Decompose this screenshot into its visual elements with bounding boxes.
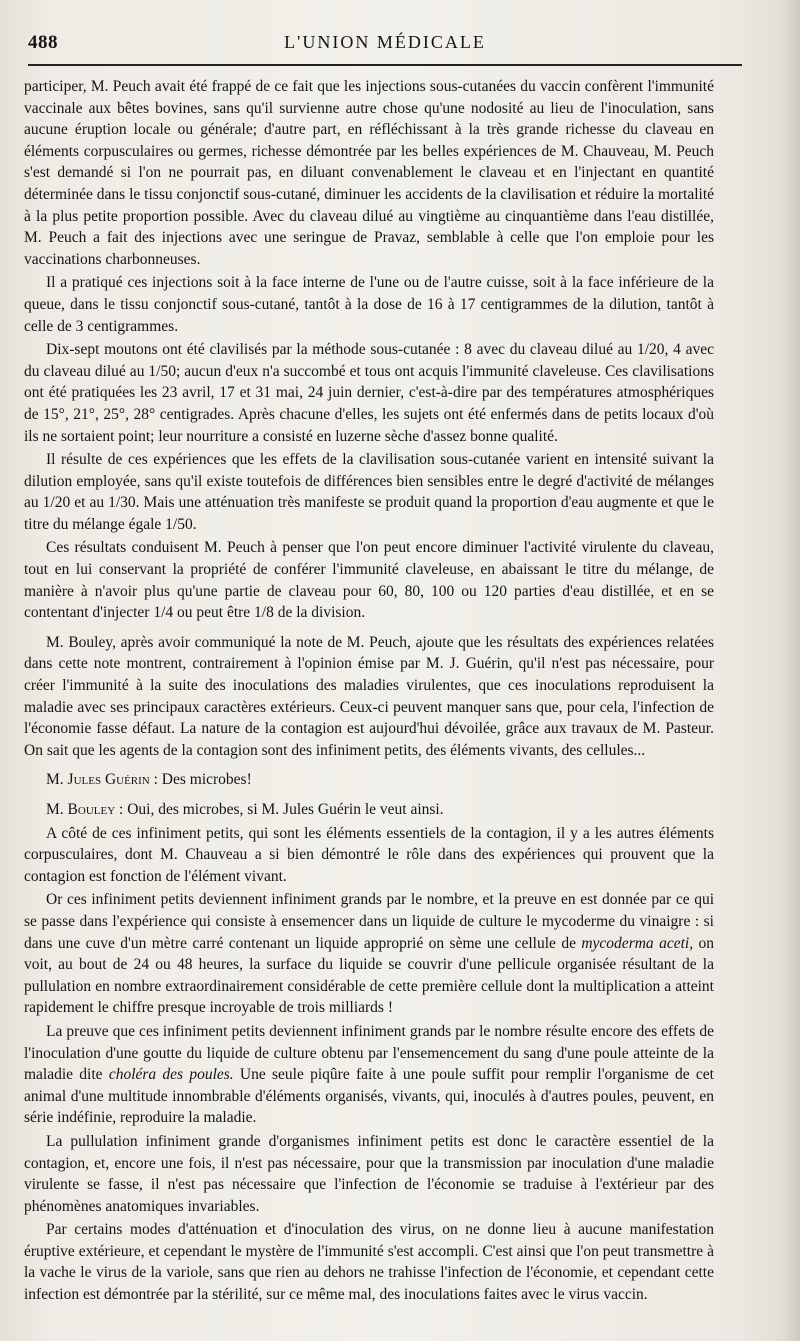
paragraph-1: participer, M. Peuch avait été frappé de ce fait que les injections sous-cutanées du vaccin confèrent l'immunité vaccinale aux bêtes bovines, sans qu'il survienne autre chose qu'une nodosité au lieu de l'inoculation, sans aucune éruption locale ou générale; d'autre part, en réfléchissant à la très grande richesse du claveau en éléments corpusculaires ou germes, richesse démontrée par les belles expériences de M. Chauveau, M. Peuch s'est demandé si l'on ne pourrait pas, en diluant convenablement le claveau et en l'injectant en quantité déterminée dans le tissu conjonctif sous-cutané, diminuer les accidents de la clavilisation et réduire la mortalité à la plus petite proportion possible. Avec du claveau dilué au vingtième au cinquantième dans l'eau distillée, M. Peuch a fait des injections avec une seringue de Pravaz, semblable à celle que l'on emploie pour les vaccinations charbonneuses. xyxy=(24,78,714,268)
italic-term: choléra des poules. xyxy=(108,1066,234,1084)
paragraph-11 xyxy=(24,1021,714,1129)
page-header xyxy=(28,28,742,66)
paragraph-5: Ces résultats conduisent M. Peuch à penser que l'on peut encore diminuer l'activité virulente du claveau, tout en lui conservant la propriété de conférer l'immunité claveleuse, en abaissant le titre du mélange, de manière à n'avoir plus qu'une partie de claveau pour 60, 80, 100 ou 120 parties d'eau distillée, et en se contentant d'injecter 1/4 ou peut être 1/8 de la division. xyxy=(24,539,714,622)
paragraph-text: La preuve que ces infiniment petits deviennent infiniment grands par le nombre résulte encore des effets de l'inoculation d'une goutte du liquide de culture obtenu par l'ensemencement du sang d'une poule atteinte de la maladie dite xyxy=(24,1022,714,1084)
article-body xyxy=(24,76,714,1308)
paragraph-10 xyxy=(24,889,714,1019)
speaker-name: M. Bouley : xyxy=(46,801,124,818)
speech-text: Des microbes! xyxy=(161,771,252,789)
speaker-name: M. Jules Guérin : xyxy=(46,771,158,789)
page-number: 488 xyxy=(28,32,58,53)
speech-text: Oui, des microbes, si M. Jules Guérin le veut ainsi. xyxy=(127,801,444,818)
paragraph-7 xyxy=(24,769,714,791)
paragraph-12: La pullulation infiniment grande d'organismes infiniment petits est donc le caractère essentiel de la contagion, et, encore une fois, il n'est pas nécessaire, pour que la transmission par inoculation d'une maladie virulente se fasse, il n'est pas nécessaire que l'infection de l'économie se traduise à l'extérieur par des phénomènes anatomiques invariables. xyxy=(24,1132,714,1215)
paragraph-2: Il a pratiqué ces injections soit à la face interne de l'une ou de l'autre cuisse, soit à la face inférieure de la queue, dans le tissu conjonctif sous-cutané, tantôt à la dose de 16 à 17 centigrammes de la dilution, tantôt à celle de 3 centigrammes. xyxy=(24,274,714,335)
paragraph-text: on voit, au bout de 24 ou 48 heures, la surface du liquide se couvrir d'une pellicule organisée résultant de la pullulation en nombre extraordinairement considérable de cette première cellule dont la multiplication a atteint rapidement le chiffre presque incroyable de trois milliards ! xyxy=(24,934,714,1017)
running-head: L'UNION MÉDICALE xyxy=(284,32,486,52)
page-edge-shadow xyxy=(782,0,800,1341)
paragraph-3: Dix-sept moutons ont été clavilisés par la méthode sous-cutanée : 8 avec du claveau dilué au 1/20, 4 avec du claveau dilué au 1/50; aucun d'eux n'a succombé et tous ont acquis l'immunité claveleuse. Ces clavilisations ont été pratiquées les 23 avril, 17 et 31 mai, 24 juin dernier, c'est-à-dire par des températures atmosphériques de 15°, 21°, 25°, 28° centigrades. Après chacune d'elles, les sujets ont été enfermés dans de petits locaux d'où ils ne sortaient point; leur nourriture a consisté en luzerne sèche d'assez bonne qualité. xyxy=(24,341,714,445)
paragraph-8 xyxy=(24,799,714,821)
paragraph-6: M. Bouley, après avoir communiqué la note de M. Peuch, ajoute que les résultats des expériences relatées dans cette note montrent, contrairement à l'opinion émise par M. J. Guérin, qu'il n'est pas nécessaire, pour créer l'immunité à la suite des inoculations des maladies virulentes, que ces inoculations reproduisent la maladie avec ses principaux caractères extérieurs. Ceux-ci peuvent manquer sans que, pour cela, l'infection de l'économie fasse défaut. La nature de la contagion est aujourd'hui dévoilée, grâce aux travaux de M. Pasteur. On sait que les agents de la contagion sont des infiniment petits, des éléments vivants, des cellules... xyxy=(24,633,714,759)
paragraph-text: Une seule piqûre faite à une poule suffit pour remplir l'organisme de cet animal d'une multitude innombrable d'éléments organisés, vivants, qui, inoculés à d'autres poules, peuvent, en série indéfinie, reproduire la maladie. xyxy=(24,1066,714,1127)
paragraph-9: A côté de ces infiniment petits, qui sont les éléments essentiels de la contagion, il y a les autres éléments corpusculaires, dont M. Chauveau a si bien démontré le rôle dans des expériences qui prouvent que la contagion est fonction de l'élément vivant. xyxy=(24,824,714,885)
italic-term: mycoderma aceti, xyxy=(581,934,694,952)
paragraph-text: Or ces infiniment petits deviennent infiniment grands par le nombre, et la preuve en est donnée par ce qui se passe dans l'expérience qui consiste à ensemencer dans un liquide de culture le mycoderme du vinaigre : si dans une cuve d'un mètre carré contenant un liquide approprié on sème une cellule de xyxy=(24,891,714,952)
paragraph-4: Il résulte de ces expériences que les effets de la clavilisation sous-cutanée varient en intensité suivant la dilution employée, sans qu'il existe toutefois de différences bien sensibles entre le degré d'activité de mélanges au 1/20 et au 1/30. Mais une atténuation très manifeste se produit quand la proportion d'eau augmente et que le titre du mélange égale 1/50. xyxy=(24,451,714,533)
paragraph-13: Par certains modes d'atténuation et d'inoculation des virus, on ne donne lieu à aucune manifestation éruptive extérieure, et cependant le mystère de l'immunité s'est accompli. C'est ainsi que l'on peut transmettre à la vache le virus de la variole, sans que rien au dehors ne trahisse l'infection de l'économie, et cependant cette infection est démontrée par la stérilité, sur ce même mal, des inoculations faites avec le virus vaccin. xyxy=(24,1221,714,1304)
